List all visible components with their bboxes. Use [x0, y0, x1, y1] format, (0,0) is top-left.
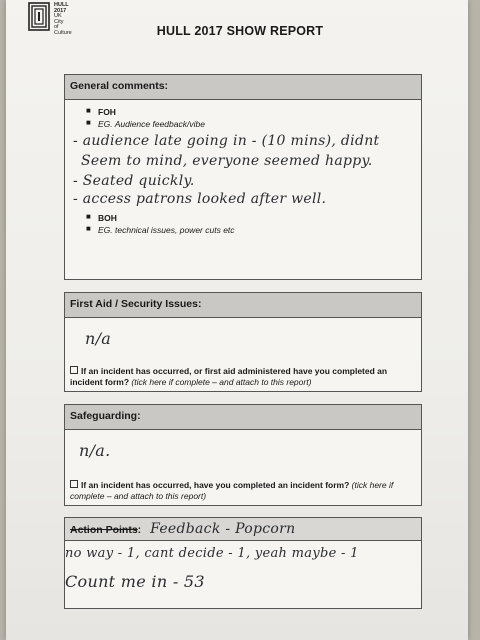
foh-handwritten-line-1: - audience late going in - (10 mins), didnt	[73, 133, 380, 149]
foh-example-bullet	[86, 118, 205, 129]
action-points-header	[65, 518, 421, 541]
foh-bullet	[86, 106, 116, 117]
bullet-dot-icon: ■	[86, 118, 91, 127]
foh-handwritten-line-4: - access patrons looked after well.	[73, 191, 327, 207]
safeguarding-incident-checkbox[interactable]	[70, 480, 78, 488]
first-aid-prompt-note: (tick here if complete – and attach to this report)	[131, 377, 312, 387]
action-points-handwritten-line-1: no way - 1, cant decide - 1, yeah maybe - 1	[65, 546, 359, 561]
bullet-dot-icon: ■	[86, 224, 91, 233]
foh-example: EG. Audience feedback/vibe	[98, 119, 205, 129]
first-aid-handwritten: n/a	[85, 329, 112, 348]
safeguarding-prompt-text: If an incident has occurred, have you completed an incident form?	[81, 480, 350, 490]
general-comments-header: General comments:	[65, 75, 421, 100]
first-aid-section	[64, 292, 422, 392]
safeguarding-incident-prompt	[70, 480, 415, 502]
foh-label: FOH	[98, 107, 116, 117]
safeguarding-header: Safeguarding:	[65, 405, 421, 430]
logo-line-culture: Culture	[54, 29, 72, 36]
page-title: HULL 2017 SHOW REPORT	[156, 24, 324, 38]
boh-example-bullet	[86, 224, 235, 235]
logo-line-hull: HULL	[54, 2, 69, 8]
action-points-section	[64, 517, 422, 609]
foh-handwritten-line-3: - Seated quickly.	[73, 173, 195, 189]
logo-line-of: of	[54, 24, 59, 30]
action-points-colon: :	[137, 524, 142, 536]
logo-line-city: City	[54, 18, 64, 25]
boh-example: EG. technical issues, power cuts etc	[98, 225, 235, 235]
action-points-handwritten-line-2: Count me in - 53	[65, 572, 205, 591]
action-points-handwritten-title: Feedback - Popcorn	[150, 521, 296, 537]
first-aid-prompt-text: If an incident has occurred, or first aid administered have you completed an incident form?	[70, 366, 388, 387]
first-aid-header: First Aid / Security Issues:	[65, 293, 421, 318]
safeguarding-section	[64, 404, 422, 506]
first-aid-incident-prompt	[70, 366, 415, 388]
logo-line-uk: UK	[54, 13, 62, 19]
action-points-label: Action Points	[70, 524, 138, 536]
first-aid-incident-checkbox[interactable]	[70, 366, 78, 374]
bullet-dot-icon: ■	[86, 106, 91, 115]
boh-label: BOH	[98, 213, 117, 223]
boh-bullet	[86, 212, 117, 223]
safeguarding-prompt-note: (tick here if complete – and attach to this report)	[70, 480, 394, 501]
safeguarding-handwritten: n/a.	[79, 441, 111, 460]
general-comments-section	[64, 74, 422, 280]
bullet-dot-icon: ■	[86, 212, 91, 221]
foh-handwritten-line-2: Seem to mind, everyone seemed happy.	[81, 153, 373, 169]
logo-line-year: 2017	[54, 7, 67, 14]
